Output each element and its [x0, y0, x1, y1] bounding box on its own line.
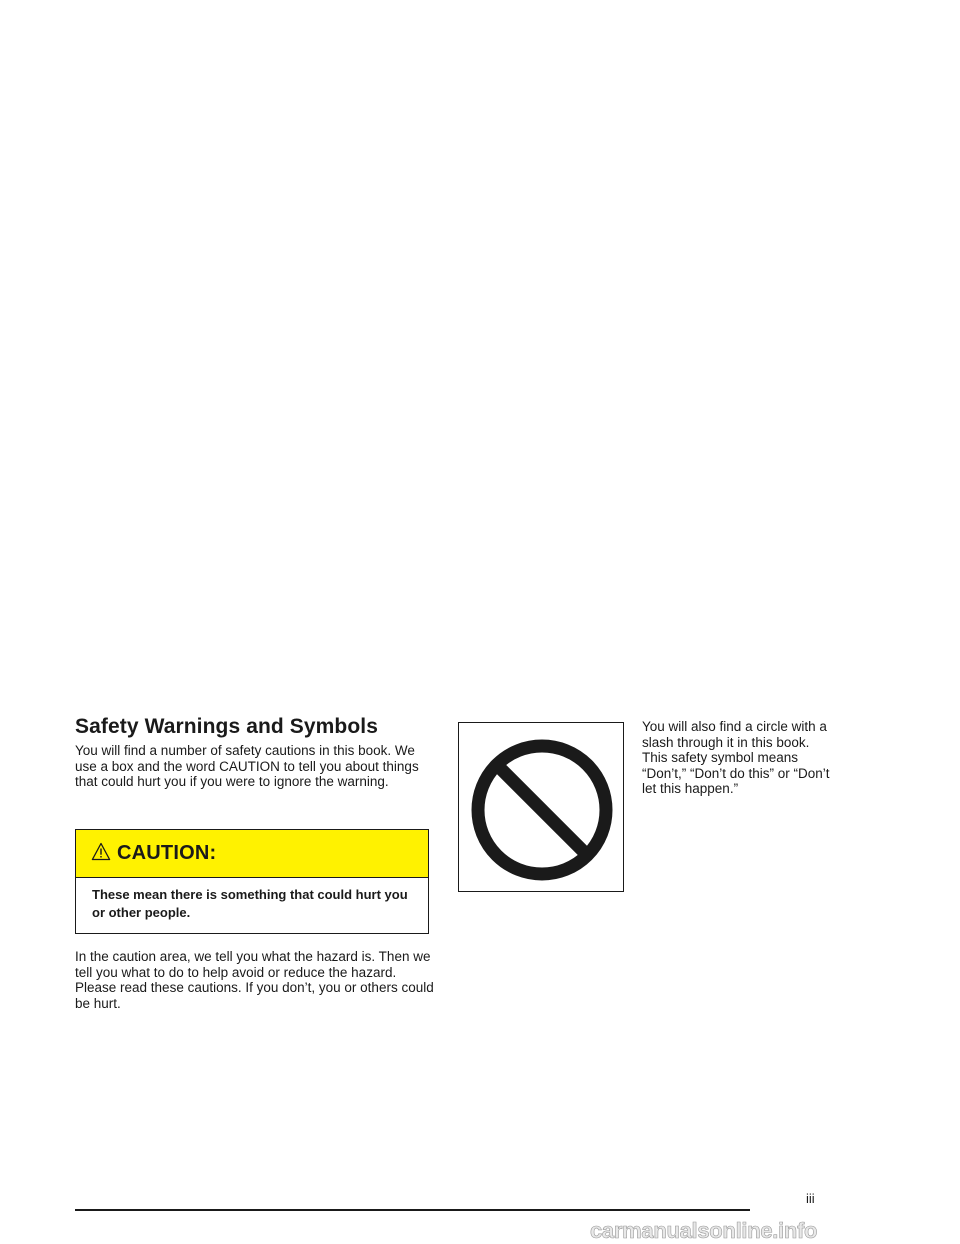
- no-symbol-icon: [459, 723, 625, 893]
- caution-box: [75, 829, 429, 934]
- page-number: iii: [806, 1191, 815, 1206]
- warning-triangle-icon: [91, 842, 111, 861]
- footer-rule: [75, 1209, 750, 1211]
- caution-header: [76, 830, 428, 878]
- caution-text: These mean there is something that could hurt you or other people.: [92, 887, 408, 920]
- watermark: carmanualsonline.info: [590, 1218, 818, 1243]
- intro-paragraph: You will find a number of safety cautions in this book. We use a box and the word CAUTION to tell you about things that could hurt you if you were to ignore the warning.: [75, 743, 419, 790]
- section-heading: Safety Warnings and Symbols: [75, 715, 378, 738]
- symbol-description: You will also find a circle with a slash through it in this book. This safety symbol means “Don’t,” “Don’t do this” or “Don’t let this happen.”: [642, 719, 830, 797]
- caution-explanation-paragraph: In the caution area, we tell you what the hazard is. Then we tell you what to do to help avoid or reduce the hazard. Please read these cautions. If you don’t, you or others could be hurt.: [75, 949, 434, 1011]
- caution-label: CAUTION:: [117, 842, 217, 864]
- symbol-frame: [458, 722, 624, 892]
